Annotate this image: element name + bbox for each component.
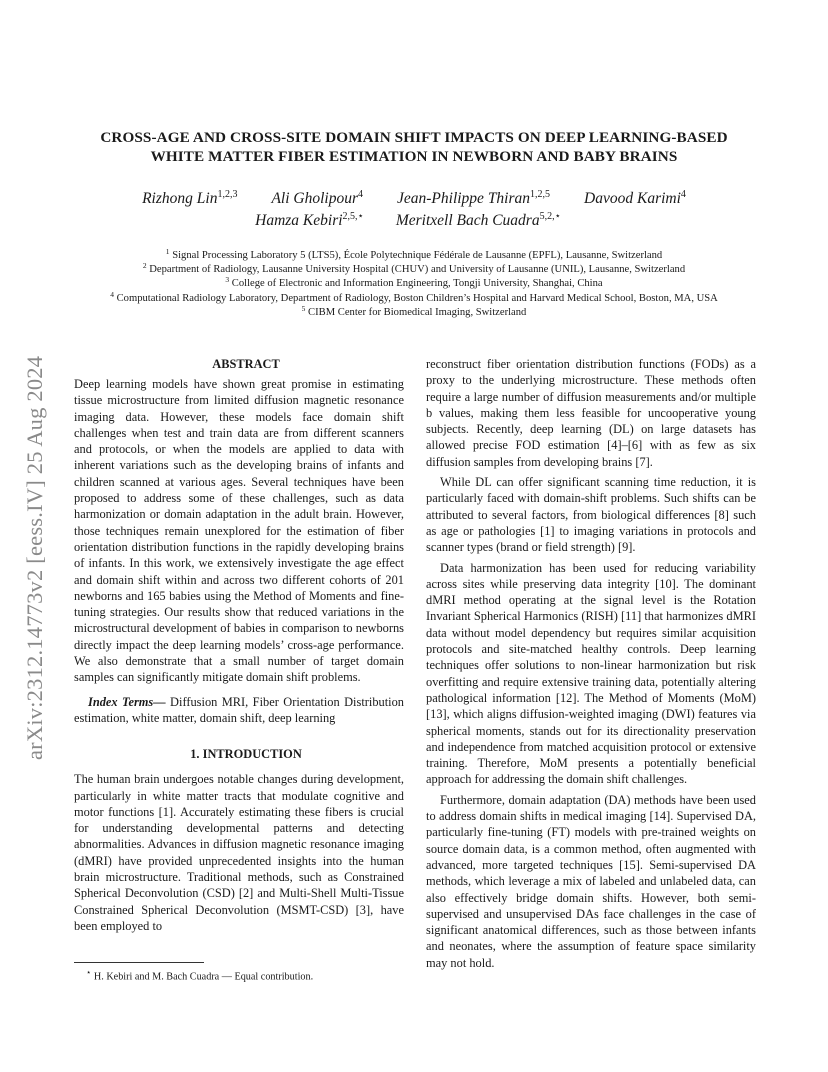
affiliations (40, 249, 788, 320)
body-paragraph: Furthermore, domain adaptation (DA) methods have been used to address domain shifts in medical imaging [14]. Supervised DA, particularly fine-tuning (FT) models with pre-trained weights on source domain data, is a common method, often augmented with advanced, more targeted techniques [15]. Semi-supervised DA methods, which leverage a mix of labeled and unlabeled data, can also effectively bridge domain shifts. However, both semi-supervised and unsupervised DAs face challenges in the case of significant anatomical differences, such as those between infants and neonates, where the assumption of feature space similarity may not hold. (426, 792, 756, 970)
abstract-heading: ABSTRACT (212, 357, 280, 371)
affiliation: $^1$ Signal Processing Laboratory 5 (LTS5), École Polytechnique Fédérale de Lausanne (EPFL), Lausanne, Switzerland (165, 247, 663, 261)
arxiv-identifier: arXiv:2312.14773v2 [eess.IV] 25 Aug 2024 (22, 355, 47, 760)
author: Rizhong Lin$^{1,2,3}$ (142, 189, 238, 207)
affiliation: $^5$ CIBM Center for Biomedical Imaging, Switzerland (301, 303, 527, 318)
author-list (60, 188, 768, 232)
author: Davood Karimi$^4$ (584, 189, 686, 207)
body-paragraph: While DL can offer significant scanning time reduction, it is particularly faced with domain-shift problems. Such shifts can be attributed to several factors, from biological differences [8] such as age or pathologies [1] to imaging variations in protocols and scanner types (brand or field strength) [9]. (426, 475, 756, 555)
title-line-2: WHITE MATTER FIBER ESTIMATION IN NEWBORN AND BABY BRAINS (150, 148, 678, 165)
paper-title (60, 128, 768, 166)
author: Hamza Kebiri$^{2,5,⋆}$ (255, 211, 364, 229)
right-column (426, 356, 756, 971)
index-terms: Index Terms— Diffusion MRI, Fiber Orientation Distribution estimation, white matter, domain shift, deep learning (74, 694, 404, 725)
affiliation: $^4$ Computational Radiology Laboratory, Department of Radiology, Boston Children’s Hospital and Harvard Medical School, Boston, MA, USA (110, 289, 718, 304)
author: Jean-Philippe Thiran$^{1,2,5}$ (397, 189, 551, 207)
body-paragraph: reconstruct fiber orientation distribution functions (FODs) as a proxy to the underlying microstructure. These methods often require a large number of diffusion measurements and/or multiple b values, making them less feasible for uncooperative young subjects. Recently, deep learning (DL) on large datasets has allowed precise FOD estimation [4]–[6] with as few as six diffusion samples from developing brains [7]. (426, 357, 756, 469)
abstract-text: Deep learning models have shown great promise in estimating tissue microstructure from limited diffusion magnetic resonance imaging data. However, these models face domain shift challenges when test and train data are from different scanners and protocols, or when the models are applied to data with inherent variations such as the developing brains of infants and children scanned at various ages. Several techniques have been proposed to address some of these challenges, such as data harmonization or domain adaptation in the adult brain. However, those techniques remain unexplored for the estimation of fiber orientation distribution functions in the rapidly developing brains of infants. In this work, we extensively investigate the age effect and domain shift within and across two different cohorts of 201 newborns and 165 babies using the Method of Moments and fine-tuning strategies. Our results show that reduced variations in the microstructural development of babies in comparison to newborns directly impact the deep learning models’ cross-age performance. We also demonstrate that a small number of target domain samples can significantly mitigate domain shift problems. (74, 377, 404, 685)
introduction-heading: 1. INTRODUCTION (190, 747, 302, 762)
footnote: ⋆ H. Kebiri and M. Bach Cuadra — Equal contribution. (86, 967, 314, 983)
left-column (74, 356, 404, 934)
title-line-1: CROSS-AGE AND CROSS-SITE DOMAIN SHIFT IMPACTS ON DEEP LEARNING-BASED (100, 129, 728, 146)
author: Meritxell Bach Cuadra$^{5,2,⋆}$ (395, 211, 561, 229)
author: Ali Gholipour$^4$ (271, 189, 363, 207)
body-paragraph: Data harmonization has been used for reducing variability across sites while preserving data integrity [10]. The dominant dMRI method operating at the signal level is the Rotation Invariant Spherical Harmonics (RISH) [11] that harmonizes dMRI data without model dependency but requires similar acquisition protocols and site-matched healthy controls. Deep learning techniques offer solutions to non-linear harmonization but risk overfitting and require extensive training data, potentially altering pathological information [12]. The Method of Moments (MoM) [13], which aligns diffusion-weighted imaging (DWI) features via spherical moments, stands out for its directionality preservation and independence from matched acquisition protocol or extensive training. Therefore, MoM presents a potentially beneficial approach for addressing the domain shift challenges. (426, 560, 756, 787)
affiliation: $^2$ Department of Radiology, Lausanne University Hospital (CHUV) and University of Lausanne (UNIL), Lausanne, Switzerland (142, 261, 686, 276)
introduction-paragraph: The human brain undergoes notable changes during development, particularly in white matter tracts that modulate cognitive and motor functions [1]. Accurately estimating these fibers is crucial for understanding developmental patterns and detecting abnormalities. Advances in diffusion magnetic resonance imaging (dMRI) have provided unprecedented insights into the human brain microstructure. Traditional methods, such as Constrained Spherical Deconvolution (CSD) [2] and Multi-Shell Multi-Tissue Constrained Spherical Deconvolution (MSMT-CSD) [3], have been employed to (74, 772, 404, 933)
footnote-divider (74, 962, 204, 963)
affiliation: $^3$ College of Electronic and Information Engineering, Tongji University, Shanghai, China (225, 275, 603, 290)
